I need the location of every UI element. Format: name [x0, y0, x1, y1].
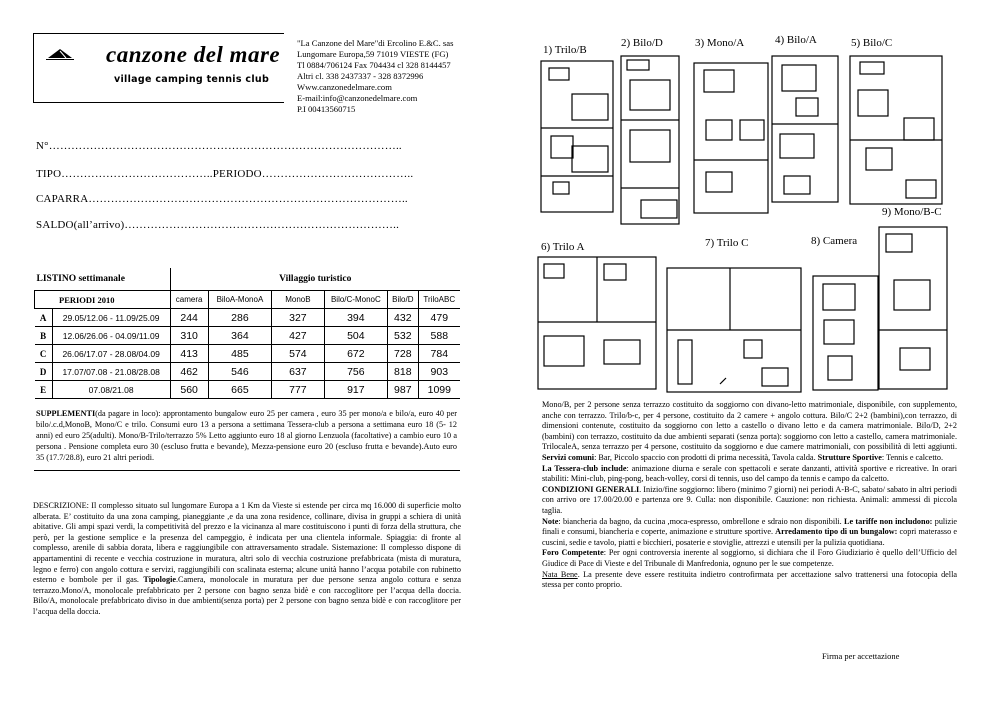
row-value: 286 — [208, 309, 271, 327]
row-value: 756 — [324, 363, 387, 381]
column-header: TriloABC — [418, 291, 460, 309]
floor-plan-trilo-c — [667, 268, 801, 392]
field-caparra: CAPARRA………………………………………………………………………….. — [36, 193, 408, 205]
floor-plan-trilo-a — [538, 257, 656, 389]
column-header: MonoB — [272, 291, 325, 309]
floor-plan-mono-bc — [879, 227, 947, 389]
conditions-text — [542, 400, 957, 591]
row-period: 26.06/17.07 - 28.08/04.09 — [52, 345, 170, 363]
floor-plan-bilo-d — [621, 56, 679, 224]
company-line: P.I 00413560715 — [297, 104, 356, 114]
row-value: 310 — [170, 327, 208, 345]
row-value: 560 — [170, 381, 208, 399]
row-value: 987 — [388, 381, 419, 399]
floor-plan-mono-a — [694, 63, 768, 213]
column-header: Bilo/D — [388, 291, 419, 309]
row-code: E — [35, 381, 53, 399]
row-value: 485 — [208, 345, 271, 363]
row-value: 532 — [388, 327, 419, 345]
row-value: 637 — [272, 363, 325, 381]
note-heading: Note — [542, 516, 559, 526]
strutture-text: : Tennis e calcetto. — [881, 452, 944, 462]
descrizione-text: .Camera, monolocale in muratura per due persone senza angolo cottura e senza terrazzo.Mono/A, monolocale prefabbricato per 2 persone con bagno senza bidè e con raccoglitore per l’acqua della doccia. Bilo/A, monolocale prefabbricato diviso in due ambienti(senza porta) per 2 persone con bagno senza bidè e con raccoglitore per l’acqua della doccia. — [33, 575, 461, 616]
row-value: 588 — [418, 327, 460, 345]
company-line: Altri cl. 338 2437337 - 328 8372996 — [297, 71, 424, 81]
field-n: N°………………………………………………………………………………….. — [36, 140, 402, 152]
row-value: 427 — [272, 327, 325, 345]
logo-title: canzone del mare — [106, 42, 281, 67]
condizioni-heading: CONDIZIONI GENERALI — [542, 484, 640, 494]
company-line: "La Canzone del Mare"di Ercolino E.&C. sas — [297, 38, 454, 48]
plan-label: 8) Camera — [811, 235, 858, 247]
units-description: Mono/B, per 2 persone senza terrazzo costituito da soggiorno con divano-letto matrimoniale, disponibile, con supplemento, anche con terrazzo. Trilo/b-c, per 4 persone, costituito da 2 camere + angolo cottura. Bilo/C 2+2 (bambini),con terrazzo, di dimensioni contenute, costituito da soggiorno con letto a castello o divano letto e da camera matrimoniale. Bilo/D, 2+2 (bambini) con terrazzo, costituito da due ambienti separati (senza porta): soggiorno con letto a castello, camera matrimoniale. TrilocaleA, senza terrazzo per 4 persone, costituito da soggiorno e due camere matrimoniali, con possibilità di letti aggiunti. — [542, 400, 957, 452]
note-text: : biancheria da bagno, da cucina ,moca-espresso, ombrellone e sdraio non disponibili. — [558, 516, 845, 526]
company-line: E-mail:info@canzonedelmare.com — [297, 93, 418, 103]
table-title: LISTINO settimanale — [35, 268, 171, 291]
row-value: 364 — [208, 327, 271, 345]
servizi-heading: Servizi comuni — [542, 452, 595, 462]
foro-text: : Per ogni controversia inerente al soggiorno, si dichiara che il Foro Giudiziario è quello dell’Ufficio del Giudice di Pace di Vieste e del Tribunale di Manfredonia, ognuno per le sue competenze. — [542, 548, 958, 568]
supplementi-text: (da pagare in loco): approntamento bungalow euro 25 per camera , euro 35 per mono/a e bilo/a, euro 40 per bilo/.c.d,MonoB, Mono/C e trilo. Consumi euro 13 a persona a settimana Tessera-club a persona a settimana euro 18 (5- 12 anni) ed euro 25(adulti). Mono/B-Trilo/terrazzo 5% Letto aggiunto euro 18 al giorno Lenzuola (facoltative) a cambio euro 10 a persona . Pensione completa euro 30 (escluso frutta e bevande), Mezza-pensione euro 20 (escluso frutta e bevande).Auto euro 35 (17.7/28.8), euro 21 altri periodi. — [36, 409, 457, 462]
row-code: C — [35, 345, 53, 363]
plan-label: 7) Trilo C — [705, 237, 749, 249]
row-value: 1099 — [418, 381, 460, 399]
column-header: BiloA-MonoA — [208, 291, 271, 309]
tariffe-text: pulizie finali e consumi, biancheria e coperte, animazione e strutture sportive. — [542, 516, 958, 537]
arredamento-heading: Arredamento tipo di un bungalow: — [775, 527, 898, 537]
row-value: 917 — [324, 381, 387, 399]
row-value: 432 — [388, 309, 419, 327]
row-value: 394 — [324, 309, 387, 327]
row-code: A — [35, 309, 53, 327]
company-line: Tl 0884/706124 Fax 704434 cl 328 8144457 — [297, 60, 451, 70]
column-header: camera — [170, 291, 208, 309]
nata-bene-text: . La presente deve essere restituita indietro controfirmata per accettazione salvo trattenersi una fotocopia della stessa per conto proprio. — [542, 569, 957, 590]
condizioni-text: . Inizio/fine soggiorno: libero (minimo 7 giorni) nei periodi A-B-C, sabato/ sabato in altri periodi con arrivo ore 17.00/20.00 e partenza ore 9. Culla: non disponibile. Cauzione: non richiesta. Animali: ammessi di piccola taglia. — [542, 484, 957, 515]
floor-plan-camera — [813, 276, 878, 390]
plan-label: 1) Trilo/B — [543, 44, 587, 56]
row-period: 12.06/26.06 - 04.09/11.09 — [52, 327, 170, 345]
floor-plan-bilo-a — [772, 56, 838, 202]
floor-plan-bilo-c — [850, 56, 942, 204]
strutture-heading: Strutture Sportive — [817, 452, 882, 462]
servizi-text: : Bar, Piccolo spaccio con prodotti di prima necessità, Tavola calda. — [594, 452, 818, 462]
row-value: 818 — [388, 363, 419, 381]
plan-label: 2) Bilo/D — [621, 37, 663, 49]
tipologie-heading: Tipologie — [143, 575, 176, 585]
row-value: 546 — [208, 363, 271, 381]
periodi-header: PERIODI 2010 — [35, 291, 171, 309]
arredamento-text: copri materasso e cuscini, sedie e tavolo, piatti e bicchieri, posaterie e stoviglie, attrezzi e utensili per la pulizia quotidiana. — [542, 527, 957, 547]
row-value: 672 — [324, 345, 387, 363]
plan-label: 4) Bilo/A — [775, 34, 817, 46]
row-period: 29.05/12.06 - 11.09/25.09 — [52, 309, 170, 327]
row-value: 327 — [272, 309, 325, 327]
row-value: 244 — [170, 309, 208, 327]
supplementi-heading: SUPPLEMENTI — [36, 409, 96, 418]
logo-subtitle: village camping tennis club — [114, 74, 270, 85]
floor-plan-trilo-b — [541, 61, 613, 212]
row-value: 784 — [418, 345, 460, 363]
nata-bene-heading: Nata Bene — [542, 569, 578, 579]
row-value: 777 — [272, 381, 325, 399]
company-line: Lungomare Europa,59 71019 VIESTE (FG) — [297, 49, 449, 59]
row-value: 903 — [418, 363, 460, 381]
tariffe-heading: Le tariffe non includono: — [844, 516, 933, 526]
field-tipo-periodo: TIPO…………………………………..PERIODO………………………………….. — [36, 168, 414, 180]
descrizione-text: DESCRIZIONE: Il complesso situato sul lungomare Europa a 1 Km da Vieste si estende per circa mq 16.000 di superficie molto alberata. E’ costituito da una zona camping, pianeggiante ,e da una zona residence, collinare, divisa in gruppi a schiera di unità abitative. Gli ampi spazi verdi, la competitività del prezzo e la vicinanza al mare costituiscono i punti di forza della struttura, che però, per la gestione semplice e la presenza del campeggio, è indicata per una clientela informale. Spiaggia: di fronte al complesso, arenile di sabbia dorata, libera e raggiungibile con attraversamento stradale. Sistemazione: Il complesso dispone di appartamentini di recente e vecchia costruzione in muratura, altri solo di vecchia costruzione prefabbricata (mista di muratura, legno e ferro) con angolo cottura e servizi, raggiungibili con scalinata esterna; alcune unità hanno l’acqua potabile con rubinetto esterno e bombole per il gas. — [33, 501, 461, 585]
plan-label: 5) Bilo/C — [851, 37, 893, 49]
foro-heading: Foro Competente — [542, 548, 604, 558]
row-value: 413 — [170, 345, 208, 363]
row-code: D — [35, 363, 53, 381]
table-group-header: Villaggio turistico — [170, 268, 460, 291]
company-line: Www.canzonedelmare.com — [297, 82, 392, 92]
row-value: 462 — [170, 363, 208, 381]
signature-label: Firma per accettazione — [822, 651, 900, 661]
plan-label: 3) Mono/A — [695, 37, 745, 49]
row-period: 17.07/07.08 - 21.08/28.08 — [52, 363, 170, 381]
row-value: 665 — [208, 381, 271, 399]
row-value: 479 — [418, 309, 460, 327]
row-code: B — [35, 327, 53, 345]
row-value: 728 — [388, 345, 419, 363]
column-header: Bilo/C-MonoC — [324, 291, 387, 309]
tessera-text: : animazione diurna e serale con spettacoli e serate danzanti, attività sportive e ricreative. In orari stabiliti: Mini-club, ping-pong, beach-volley, corsi di tennis, uso del campo da tennis e campo da calcetto. — [542, 463, 957, 484]
plan-label: 9) Mono/B-C — [882, 206, 942, 218]
plan-label: 6) Trilo A — [541, 241, 585, 253]
row-value: 574 — [272, 345, 325, 363]
row-value: 504 — [324, 327, 387, 345]
row-period: 07.08/21.08 — [52, 381, 170, 399]
field-saldo: SALDO(all’arrivo)……………………………………………………………….. — [36, 219, 400, 231]
tessera-heading: La Tessera-club include — [542, 463, 627, 473]
